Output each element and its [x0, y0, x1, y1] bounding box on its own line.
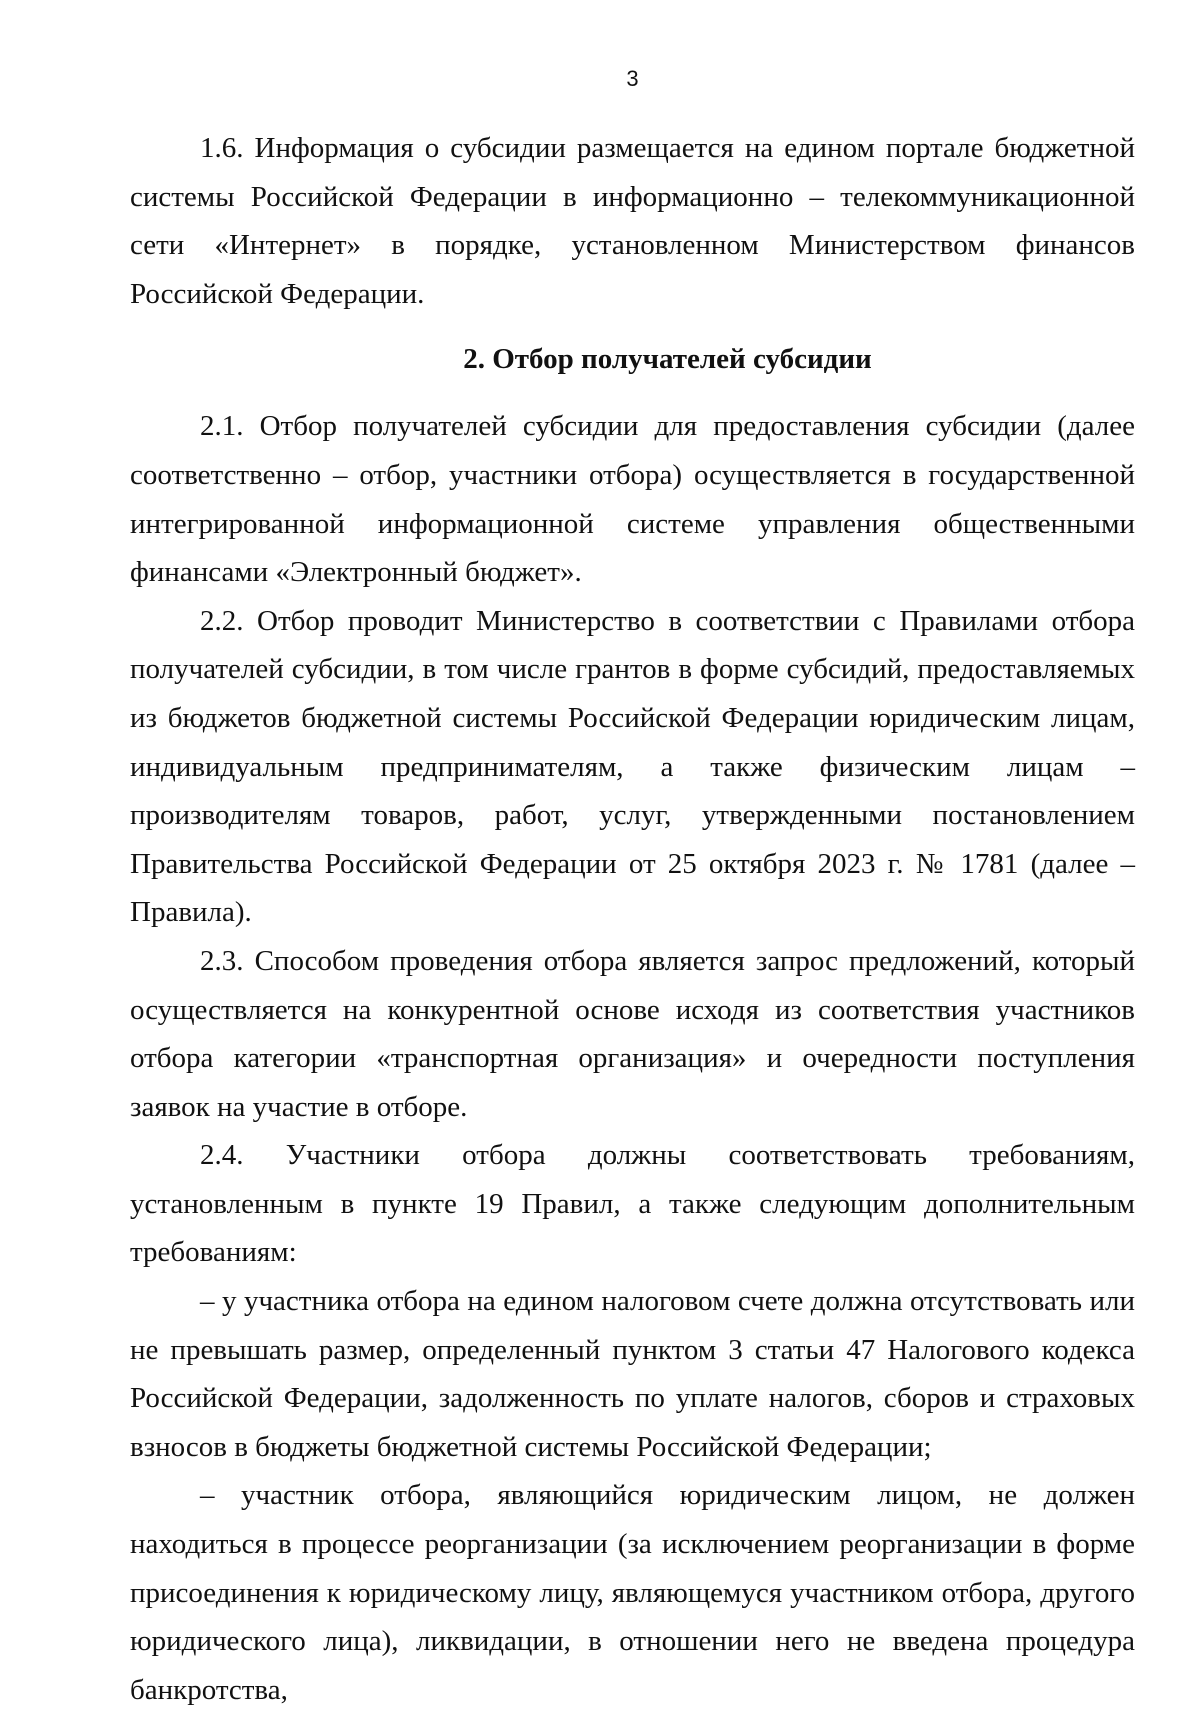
paragraph-requirement-tax-debt: – у участника отбора на едином налоговом счете должна отсутствовать или не превышать размер, определенный пунктом 3 статьи 47 Налогового кодекса Российской Федерации, задолженность по уплате налогов, сборов и страховых взносов в бюджеты бюджетной системы Российской Федерации; [130, 1285, 1135, 1463]
paragraph-2-1: 2.1. Отбор получателей субсидии для предоставления субсидии (далее соответственно – отбор, участники отбора) осуществляется в государственной интегрированной информационной системе управления общественными финансами «Электронный бюджет». [130, 410, 1135, 589]
paragraph-2-4: 2.4. Участники отбора должны соответствовать требованиям, установленным в пункте 19 Правил, а также следующим дополнительным требованиям: [130, 1139, 1135, 1269]
paragraph-2-2: 2.2. Отбор проводит Министерство в соответствии с Правилами отбора получателей субсидии, в том числе грантов в форме субсидий, предоставляемых из бюджетов бюджетной системы Российской Федерации юридическим лицам, индивидуальным предпринимателям, а также физическим лицам – производителям товаров, работ, услуг, утвержденными постановлением Правительства Российской Федерации от 25 октября 2023 г. № 1781 (далее – Правила). [130, 604, 1135, 929]
paragraph-1-6: 1.6. Информация о субсидии размещается на едином портале бюджетной системы Российской Федерации в информационно – телекоммуникационной сети «Интернет» в порядке, установленном Министерством финансов Российской Федерации. [130, 132, 1135, 310]
section-title: 2. Отбор получателей субсидии [463, 343, 872, 376]
paragraph-requirement-reorganization: – участник отбора, являющийся юридическим лицом, не должен находиться в процессе реорганизации (за исключением реорганизации в форме присоединения к юридическому лицу, являющемуся участником отбора, другого юридического лица), ликвидации, в отношении него не введена процедура банкротства, [130, 1479, 1135, 1706]
paragraph-2-3: 2.3. Способом проведения отбора является запрос предложений, который осуществляется на конкурентной основе исходя из соответствия участников отбора категории «транспортная организация» и очередности поступления заявок на участие в отборе. [130, 944, 1135, 1123]
page-number: 3 [626, 66, 639, 91]
